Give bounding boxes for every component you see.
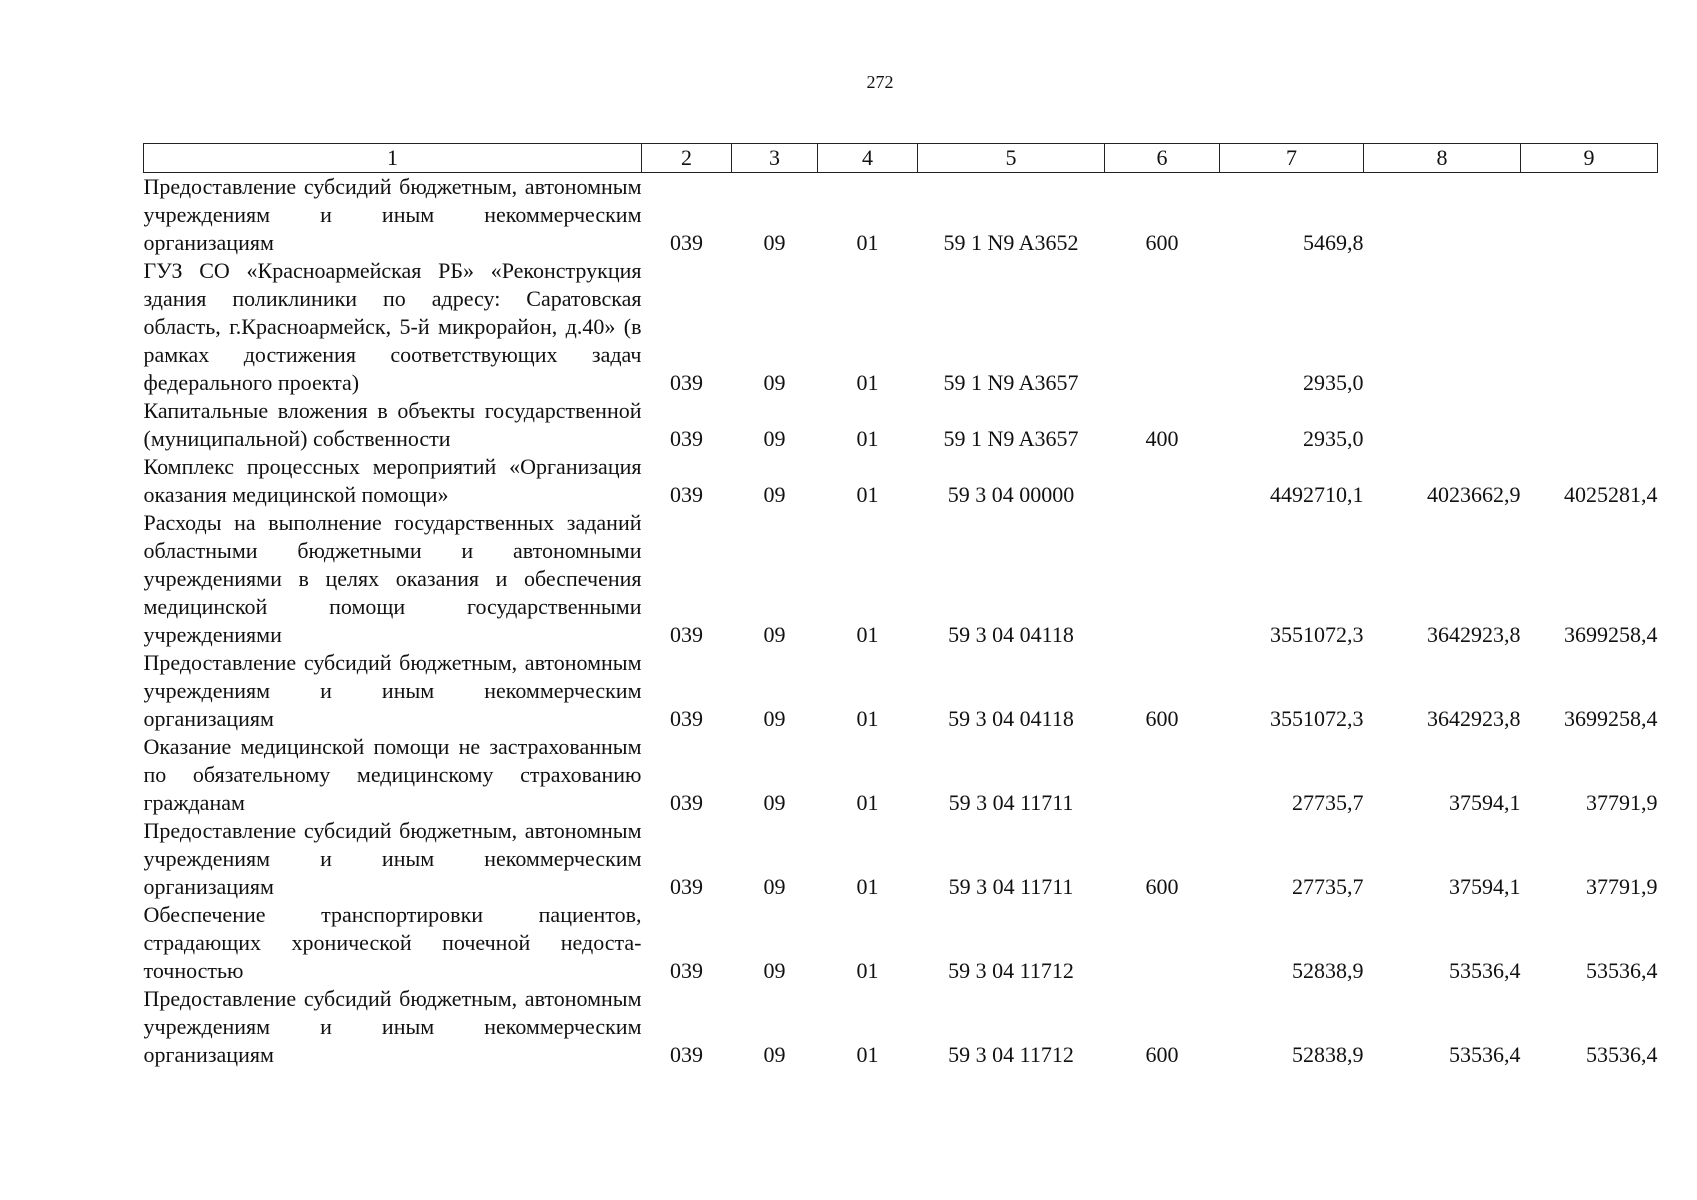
target-article-code: 59 3 04 11712 [948, 1042, 1074, 1067]
row-description: Предоставление субсидий бюджетным, автономным учреждениям и иным некоммерческим организациям [143, 986, 642, 1067]
subsection-code: 01 [856, 230, 879, 255]
amount-year-1: 5469,8 [1303, 230, 1364, 255]
amount-year-2: 53536,4 [1449, 958, 1521, 983]
target-article-code: 59 3 04 04118 [948, 622, 1074, 647]
ministry-code: 039 [670, 790, 703, 815]
target-article-code: 59 3 04 00000 [947, 482, 1075, 507]
amount-year-3 [1521, 397, 1658, 453]
ministry-code: 039 [670, 230, 703, 255]
amount-year-2: 37594,1 [1449, 874, 1521, 899]
target-article-code: 59 3 04 11712 [948, 958, 1074, 983]
section-code: 09 [763, 622, 786, 647]
subsection-code: 01 [856, 958, 879, 983]
expense-type-code: 400 [1145, 426, 1179, 451]
table-row [144, 257, 1658, 397]
target-article-code: 59 3 04 11711 [948, 874, 1074, 899]
amount-year-3: 53536,4 [1586, 1042, 1658, 1067]
target-article-code: 59 1 N9 A3657 [943, 370, 1079, 395]
ministry-code: 039 [670, 370, 703, 395]
expense-type-code [1105, 509, 1220, 649]
amount-year-3: 3699258,4 [1564, 622, 1658, 647]
amount-year-2 [1364, 397, 1521, 453]
target-article-code: 59 1 N9 A3657 [943, 426, 1079, 451]
column-header: 9 [1521, 144, 1658, 173]
amount-year-2 [1364, 257, 1521, 397]
amount-year-1: 4492710,1 [1270, 482, 1364, 507]
section-code: 09 [763, 370, 786, 395]
amount-year-1: 2935,0 [1303, 426, 1364, 451]
amount-year-3: 53536,4 [1586, 958, 1658, 983]
column-header: 2 [642, 144, 732, 173]
ministry-code: 039 [670, 958, 703, 983]
expense-type-code [1105, 901, 1220, 985]
budget-table [143, 143, 1658, 1069]
ministry-code: 039 [670, 622, 703, 647]
expense-type-code: 600 [1145, 874, 1179, 899]
amount-year-3: 37791,9 [1586, 874, 1658, 899]
amount-year-1: 2935,0 [1303, 370, 1364, 395]
header-row [144, 144, 1658, 173]
amount-year-1: 3551072,3 [1270, 622, 1364, 647]
table-row [144, 901, 1658, 985]
table-row [144, 985, 1658, 1069]
amount-year-2: 3642923,8 [1427, 706, 1521, 731]
subsection-code: 01 [856, 370, 879, 395]
table-row [144, 733, 1658, 817]
amount-year-1: 52838,9 [1292, 958, 1364, 983]
row-description: Предоставление субсидий бюджетным, автономным учреждениям и иным некоммерческим организациям [143, 818, 642, 899]
subsection-code: 01 [856, 874, 879, 899]
amount-year-1: 3551072,3 [1270, 706, 1364, 731]
amount-year-1: 27735,7 [1292, 874, 1364, 899]
ministry-code: 039 [670, 1042, 703, 1067]
expense-type-code: 600 [1145, 230, 1179, 255]
subsection-code: 01 [856, 622, 879, 647]
table-row [144, 173, 1658, 258]
ministry-code: 039 [670, 426, 703, 451]
row-description: Расходы на выполнение государственных заданий областными бюджетными и автономными учреждениями в целях оказания и обеспечения медицинской помощи государственными учреждениями [143, 510, 642, 647]
table-row [144, 453, 1658, 509]
column-header: 8 [1364, 144, 1521, 173]
column-header: 5 [918, 144, 1105, 173]
amount-year-2: 37594,1 [1449, 790, 1521, 815]
expense-type-code: 600 [1145, 706, 1179, 731]
section-code: 09 [763, 706, 786, 731]
row-description: Предоставление субсидий бюджетным, автономным учреждениям и иным некоммерческим организациям [143, 174, 642, 255]
amount-year-3: 4025281,4 [1564, 482, 1658, 507]
amount-year-3 [1521, 173, 1658, 258]
row-description: Обеспечение транспортировки пациентов, страдающих хронической почечной недостаточностью [143, 902, 642, 983]
section-code: 09 [763, 790, 786, 815]
amount-year-3: 3699258,4 [1564, 706, 1658, 731]
ministry-code: 039 [670, 874, 703, 899]
table-row [144, 509, 1658, 649]
row-description: ГУЗ СО «Красноармейская РБ» «Реконструкция здания поликлиники по адресу: Саратовская область, г.Красноармейск, 5-й микрорайон, д.40» (в рамках достижения соответствующих задач федерального проекта) [143, 258, 642, 395]
target-article-code: 59 3 04 11711 [948, 790, 1074, 815]
amount-year-2: 3642923,8 [1427, 622, 1521, 647]
ministry-code: 039 [670, 706, 703, 731]
amount-year-2: 4023662,9 [1427, 482, 1521, 507]
amount-year-3: 37791,9 [1586, 790, 1658, 815]
section-code: 09 [763, 874, 786, 899]
expense-type-code [1105, 453, 1220, 509]
subsection-code: 01 [856, 426, 879, 451]
expense-type-code: 600 [1145, 1042, 1179, 1067]
section-code: 09 [763, 958, 786, 983]
column-header: 6 [1105, 144, 1220, 173]
amount-year-1: 52838,9 [1292, 1042, 1364, 1067]
row-description: Комплекс процессных мероприятий «Организация оказания медицинской помощи» [143, 454, 642, 507]
subsection-code: 01 [856, 482, 879, 507]
subsection-code: 01 [856, 1042, 879, 1067]
row-description: Оказание медицинской помощи не застрахованным по обязательному медицинскому страхованию гражданам [143, 734, 642, 815]
column-header: 7 [1220, 144, 1364, 173]
section-code: 09 [763, 426, 786, 451]
amount-year-1: 27735,7 [1292, 790, 1364, 815]
amount-year-2 [1364, 173, 1521, 258]
column-header: 3 [732, 144, 818, 173]
subsection-code: 01 [856, 790, 879, 815]
section-code: 09 [763, 482, 786, 507]
section-code: 09 [763, 230, 786, 255]
target-article-code: 59 1 N9 A3652 [943, 230, 1079, 255]
page-number: 272 [866, 72, 894, 92]
section-code: 09 [763, 1042, 786, 1067]
table-row [144, 817, 1658, 901]
row-description: Предоставление субсидий бюджетным, автономным учреждениям и иным некоммерческим организациям [143, 650, 642, 731]
expense-type-code [1105, 733, 1220, 817]
column-header: 1 [144, 144, 642, 173]
subsection-code: 01 [856, 706, 879, 731]
target-article-code: 59 3 04 04118 [948, 706, 1074, 731]
column-header: 4 [818, 144, 918, 173]
table-row [144, 397, 1658, 453]
expense-type-code [1105, 257, 1220, 397]
amount-year-2: 53536,4 [1449, 1042, 1521, 1067]
amount-year-3 [1521, 257, 1658, 397]
row-description: Капитальные вложения в объекты государственной (муниципальной) собственности [143, 398, 642, 451]
table-row [144, 649, 1658, 733]
ministry-code: 039 [670, 482, 703, 507]
